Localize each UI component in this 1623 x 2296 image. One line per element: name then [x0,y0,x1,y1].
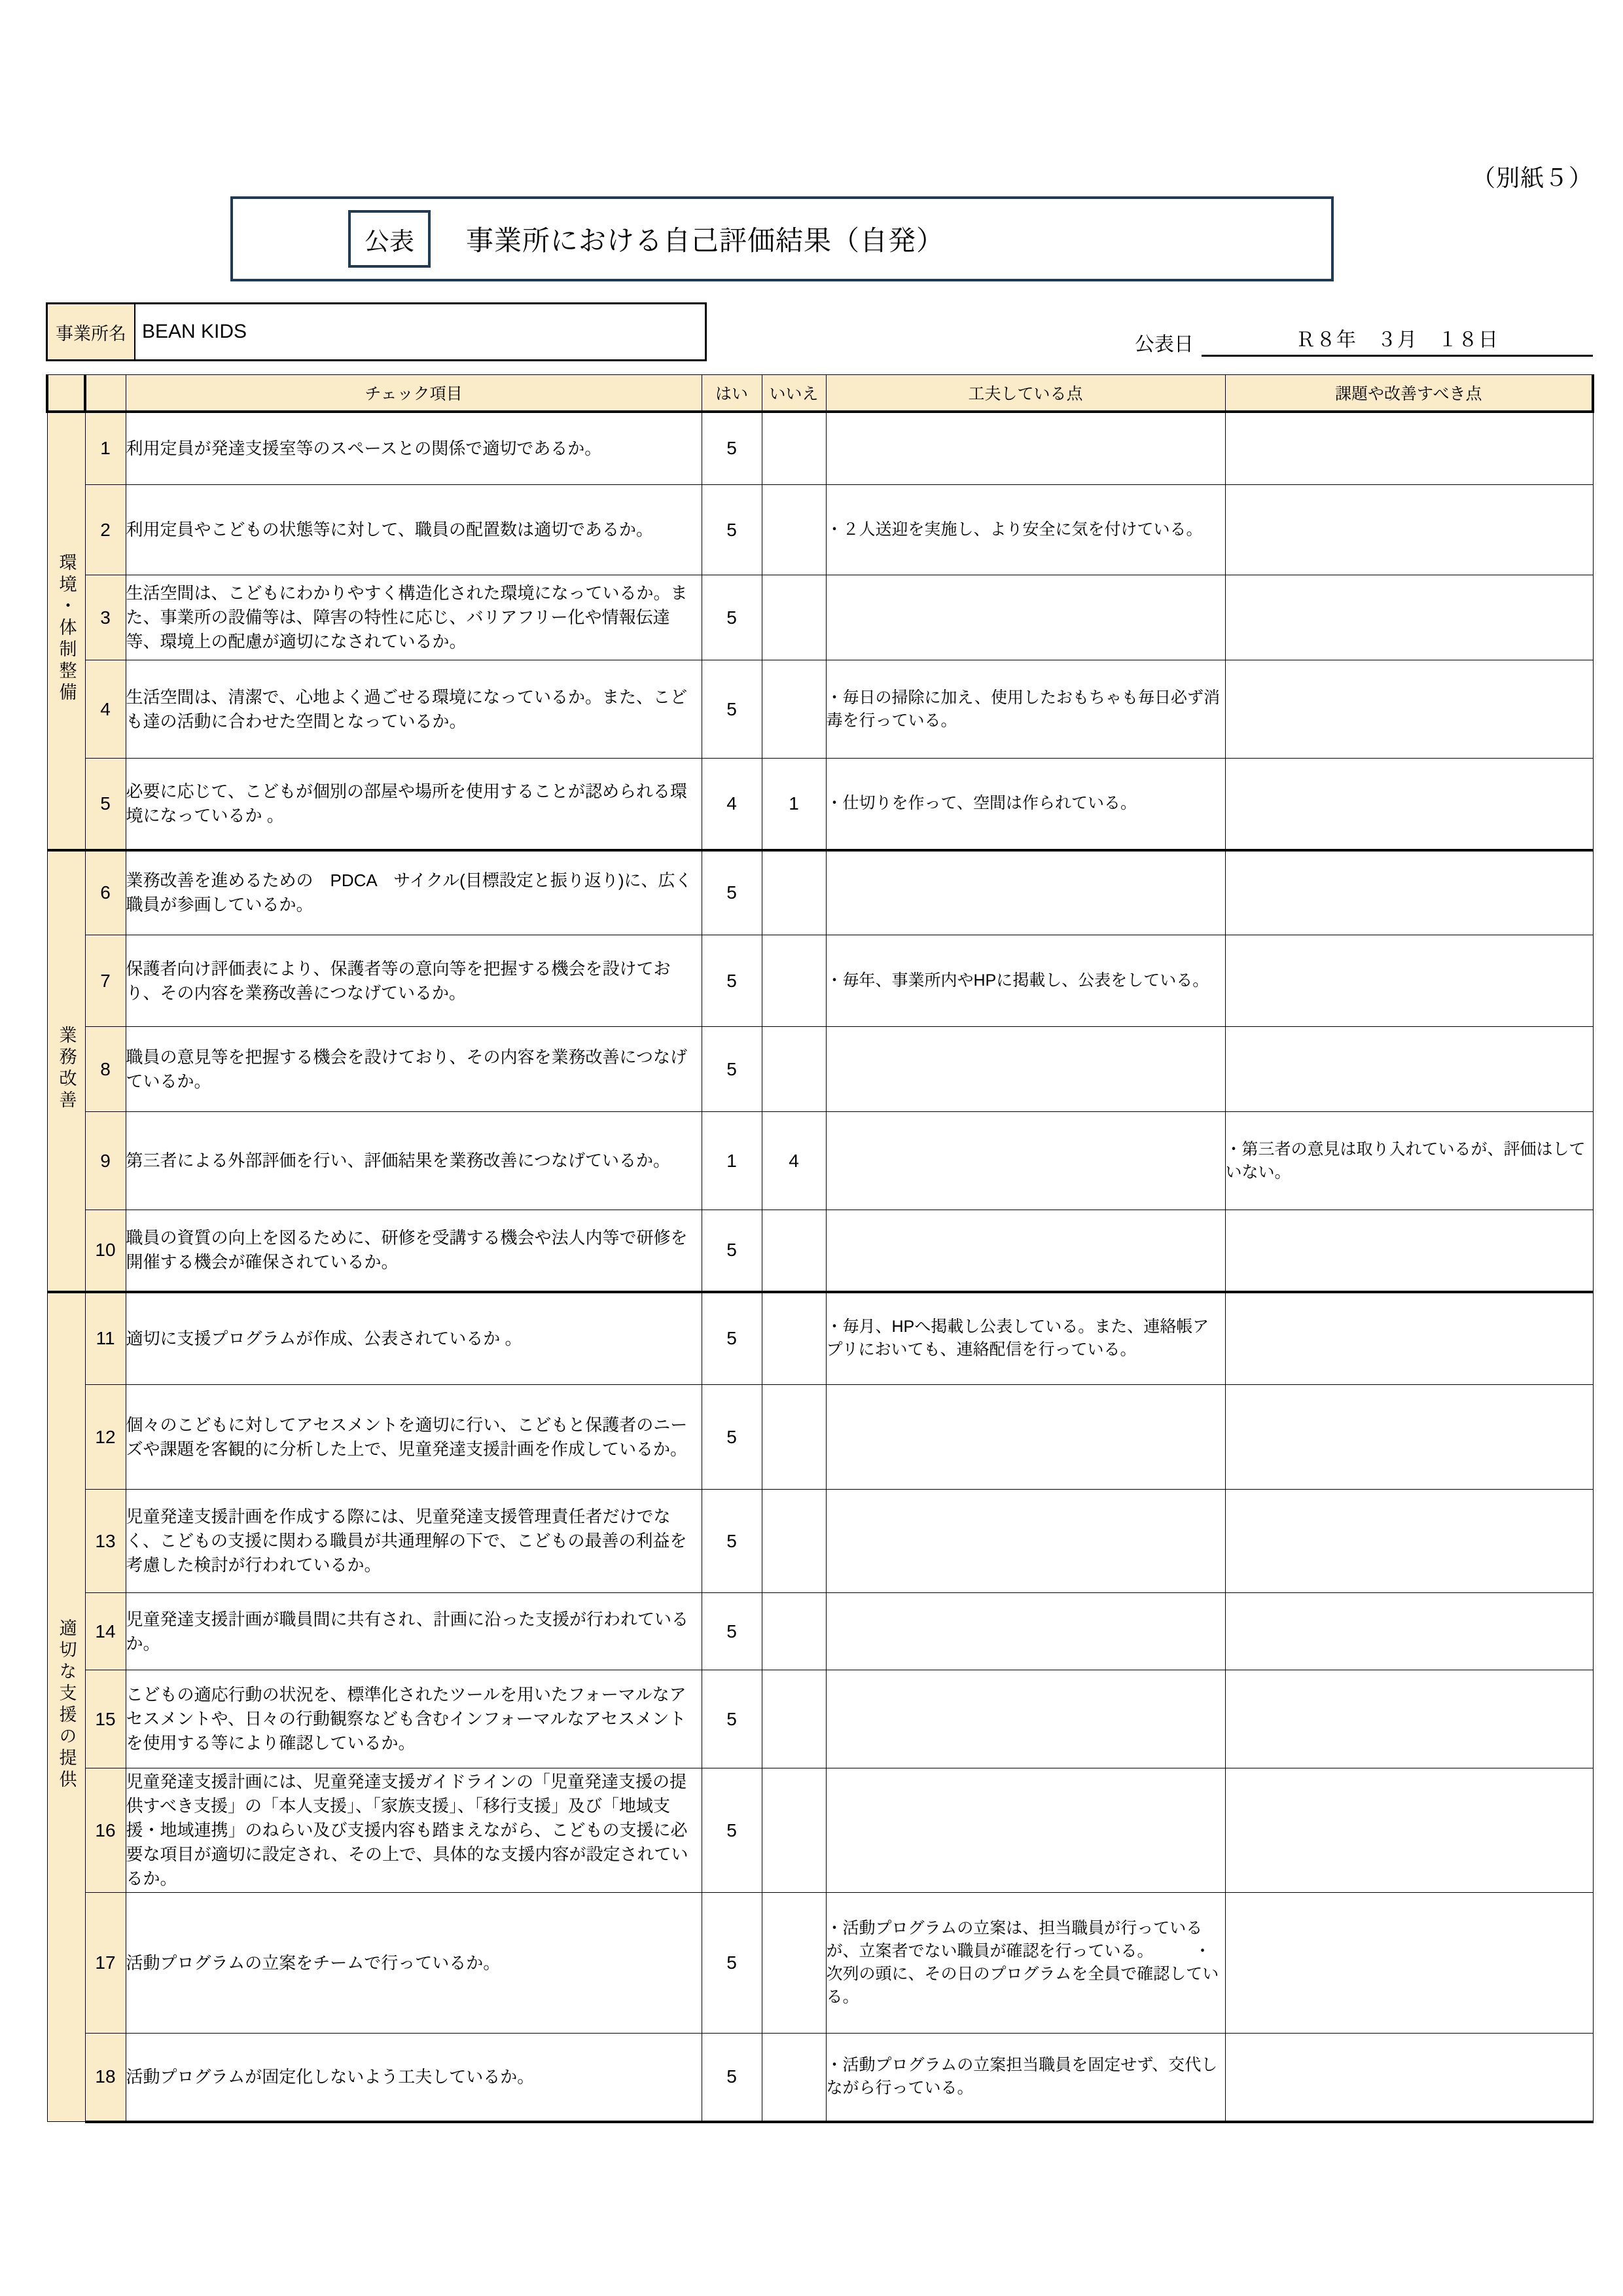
yes-count: 4 [702,759,762,850]
good-point-text [826,850,1225,935]
check-item-text: 生活空間は、こどもにわかりやすく構造化された環境になっているか。また、事業所の設備等は、障害の特性に応じ、バリアフリー化や情報伝達等、環境上の配慮が適切になされているか。 [126,575,702,660]
header-item: チェック項目 [126,375,702,412]
section-label-text: 環境・体制整備 [56,552,77,704]
good-point-text: ・仕切りを作って、空間は作られている。 [826,759,1225,850]
check-item-text: 生活空間は、清潔で、心地よく過ごせる環境になっているか。また、こども達の活動に合わせた空間となっているか。 [126,660,702,759]
check-item-text: 活動プログラムが固定化しないよう工夫しているか。 [126,2034,702,2122]
issue-point-text [1225,935,1593,1027]
check-item-text: 児童発達支援計画には、児童発達支援ガイドラインの「児童発達支援の提供すべき支援」の「本人支援」、「家族支援」、「移行支援」及び「地域支援・地域連携」のねらい及び支援内容も踏まえながら、こどもの支援に必要な項目が適切に設定され、その上で、具体的な支援内容が設定されているか。 [126,1768,702,1893]
no-count [762,660,826,759]
table-row [47,1292,1593,1385]
table-row [47,2034,1593,2122]
issue-point-text [1225,485,1593,575]
yes-count: 5 [702,1292,762,1385]
table-row [47,1670,1593,1768]
header-yes: はい [702,375,762,412]
issue-point-text [1225,1593,1593,1670]
no-count [762,1027,826,1112]
no-count [762,1768,826,1893]
no-count [762,1893,826,2034]
good-point-text [826,1768,1225,1893]
check-item-text: 職員の意見等を把握する機会を設けており、その内容を業務改善につなげているか。 [126,1027,702,1112]
no-count: 4 [762,1112,826,1210]
office-name-label: 事業所名 [48,304,135,359]
row-number: 11 [85,1292,126,1385]
check-item-text: こどもの適応行動の状況を、標準化されたツールを用いたフォーマルなアセスメントや、日々の行動観察なども含むインフォーマルなアセスメントを使用する等により確認しているか。 [126,1670,702,1768]
section-label [47,1292,85,2122]
good-point-text [826,1593,1225,1670]
yes-count: 5 [702,1490,762,1593]
no-count [762,1292,826,1385]
title-band [230,196,1334,281]
good-point-text: ・活動プログラムの立案担当職員を固定せず、交代しながら行っている。 [826,2034,1225,2122]
section-label-text: 適切な支援の提供 [56,1618,77,1791]
check-item-text: 適切に支援プログラムが作成、公表されているか 。 [126,1292,702,1385]
check-item-text: 業務改善を進めるための PDCA サイクル(目標設定と振り返り)に、広く職員が参画しているか。 [126,850,702,935]
table-row [47,1768,1593,1893]
row-number: 16 [85,1768,126,1893]
row-number: 6 [85,850,126,935]
table-row [47,485,1593,575]
good-point-text [826,575,1225,660]
no-count [762,1670,826,1768]
row-number: 10 [85,1210,126,1292]
evaluation-table [46,374,1594,2123]
header-row [47,375,1593,412]
no-count [762,935,826,1027]
row-number: 17 [85,1893,126,2034]
yes-count: 5 [702,1593,762,1670]
yes-count: 5 [702,660,762,759]
issue-point-text [1225,1893,1593,2034]
table-header [47,375,1593,412]
header-issue: 課題や改善すべき点 [1225,375,1593,412]
yes-count: 5 [702,412,762,485]
check-item-text: 利用定員が発達支援室等のスペースとの関係で適切であるか。 [126,412,702,485]
issue-point-text [1225,759,1593,850]
row-number: 2 [85,485,126,575]
issue-point-text [1225,412,1593,485]
table-row [47,1385,1593,1490]
good-point-text [826,1670,1225,1768]
table-row [47,412,1593,485]
issue-point-text [1225,1027,1593,1112]
issue-point-text [1225,1292,1593,1385]
table-row [47,660,1593,759]
issue-point-text [1225,1385,1593,1490]
row-number: 12 [85,1385,126,1490]
publication-badge: 公表 [348,210,431,268]
row-number: 1 [85,412,126,485]
yes-count: 5 [702,1385,762,1490]
issue-point-text [1225,660,1593,759]
publication-date [1135,323,1593,357]
issue-point-text: ・第三者の意見は取り入れているが、評価はしていない。 [1225,1112,1593,1210]
no-count [762,1490,826,1593]
table-row [47,1112,1593,1210]
issue-point-text [1225,1670,1593,1768]
check-item-text: 児童発達支援計画が職員間に共有され、計画に沿った支援が行われているか。 [126,1593,702,1670]
no-count [762,850,826,935]
no-count [762,2034,826,2122]
check-item-text: 必要に応じて、こどもが個別の部屋や場所を使用することが認められる環境になっているか 。 [126,759,702,850]
page-title: 事業所における自己評価結果（自発） [466,225,945,256]
table-row [47,1027,1593,1112]
table-row [47,575,1593,660]
good-point-text [826,1027,1225,1112]
header-good: 工夫している点 [826,375,1225,412]
section-label [47,850,85,1292]
row-number: 14 [85,1593,126,1670]
table-row [47,1490,1593,1593]
check-item-text: 保護者向け評価表により、保護者等の意向等を把握する機会を設けており、その内容を業務改善につなげているか。 [126,935,702,1027]
good-point-text: ・２人送迎を実施し、より安全に気を付けている。 [826,485,1225,575]
table-row [47,1893,1593,2034]
publication-date-label: 公表日 [1135,334,1194,355]
row-number: 4 [85,660,126,759]
publication-date-rule [1202,323,1593,357]
table-body [47,412,1593,2122]
row-number: 13 [85,1490,126,1593]
yes-count: 5 [702,485,762,575]
evaluation-table-wrap [46,374,1592,2123]
no-count [762,485,826,575]
good-point-text: ・活動プログラムの立案は、担当職員が行っているが、立案者でない職員が確認を行っている。 ・次列の頭に、その日のプログラムを全員で確認している。 [826,1893,1225,2034]
good-point-text [826,1210,1225,1292]
yes-count: 5 [702,850,762,935]
yes-count: 5 [702,575,762,660]
good-point-text [826,412,1225,485]
table-row [47,759,1593,850]
yes-count: 5 [702,2034,762,2122]
row-number: 18 [85,2034,126,2122]
yes-count: 1 [702,1112,762,1210]
publication-date-value: Ｒ８年 ３月 １８日 [1296,329,1499,351]
section-label [47,412,85,850]
check-item-text: 個々のこどもに対してアセスメントを適切に行い、こどもと保護者のニーズや課題を客観的に分析した上で、児童発達支援計画を作成しているか。 [126,1385,702,1490]
yes-count: 5 [702,1027,762,1112]
check-item-text: 利用定員やこどもの状態等に対して、職員の配置数は適切であるか。 [126,485,702,575]
check-item-text: 第三者による外部評価を行い、評価結果を業務改善につなげているか。 [126,1112,702,1210]
slip-marker: （別紙５） [1471,164,1593,191]
row-number: 15 [85,1670,126,1768]
table-row [47,935,1593,1027]
no-count [762,1385,826,1490]
table-row [47,1593,1593,1670]
yes-count: 5 [702,1893,762,2034]
yes-count: 5 [702,1768,762,1893]
office-name-value: BEAN KIDS [142,321,247,342]
no-count [762,575,826,660]
header-no: いいえ [762,375,826,412]
issue-point-text [1225,575,1593,660]
good-point-text: ・毎日の掃除に加え、使用したおもちゃも毎日必ず消毒を行っている。 [826,660,1225,759]
no-count [762,412,826,485]
yes-count: 5 [702,1210,762,1292]
no-count [762,1593,826,1670]
check-item-text: 児童発達支援計画を作成する際には、児童発達支援管理責任者だけでなく、こどもの支援に関わる職員が共通理解の下で、こどもの最善の利益を考慮した検討が行われているか。 [126,1490,702,1593]
row-number: 7 [85,935,126,1027]
section-label-text: 業務改善 [56,1025,77,1112]
good-point-text [826,1385,1225,1490]
issue-point-text [1225,1768,1593,1893]
yes-count: 5 [702,935,762,1027]
good-point-text: ・毎月、HPへ掲載し公表している。また、連絡帳アプリにおいても、連絡配信を行っている。 [826,1292,1225,1385]
office-name-box [46,302,707,361]
row-number: 8 [85,1027,126,1112]
table-row [47,850,1593,935]
header-number [85,375,126,412]
row-number: 5 [85,759,126,850]
good-point-text [826,1112,1225,1210]
row-number: 3 [85,575,126,660]
no-count: 1 [762,759,826,850]
issue-point-text [1225,1490,1593,1593]
check-item-text: 職員の資質の向上を図るために、研修を受講する機会や法人内等で研修を開催する機会が確保されているか。 [126,1210,702,1292]
table-row [47,1210,1593,1292]
good-point-text [826,1490,1225,1593]
row-number: 9 [85,1112,126,1210]
issue-point-text [1225,1210,1593,1292]
check-item-text: 活動プログラムの立案をチームで行っているか。 [126,1893,702,2034]
issue-point-text [1225,2034,1593,2122]
header-section [47,375,85,412]
good-point-text: ・毎年、事業所内やHPに掲載し、公表をしている。 [826,935,1225,1027]
yes-count: 5 [702,1670,762,1768]
no-count [762,1210,826,1292]
issue-point-text [1225,850,1593,935]
